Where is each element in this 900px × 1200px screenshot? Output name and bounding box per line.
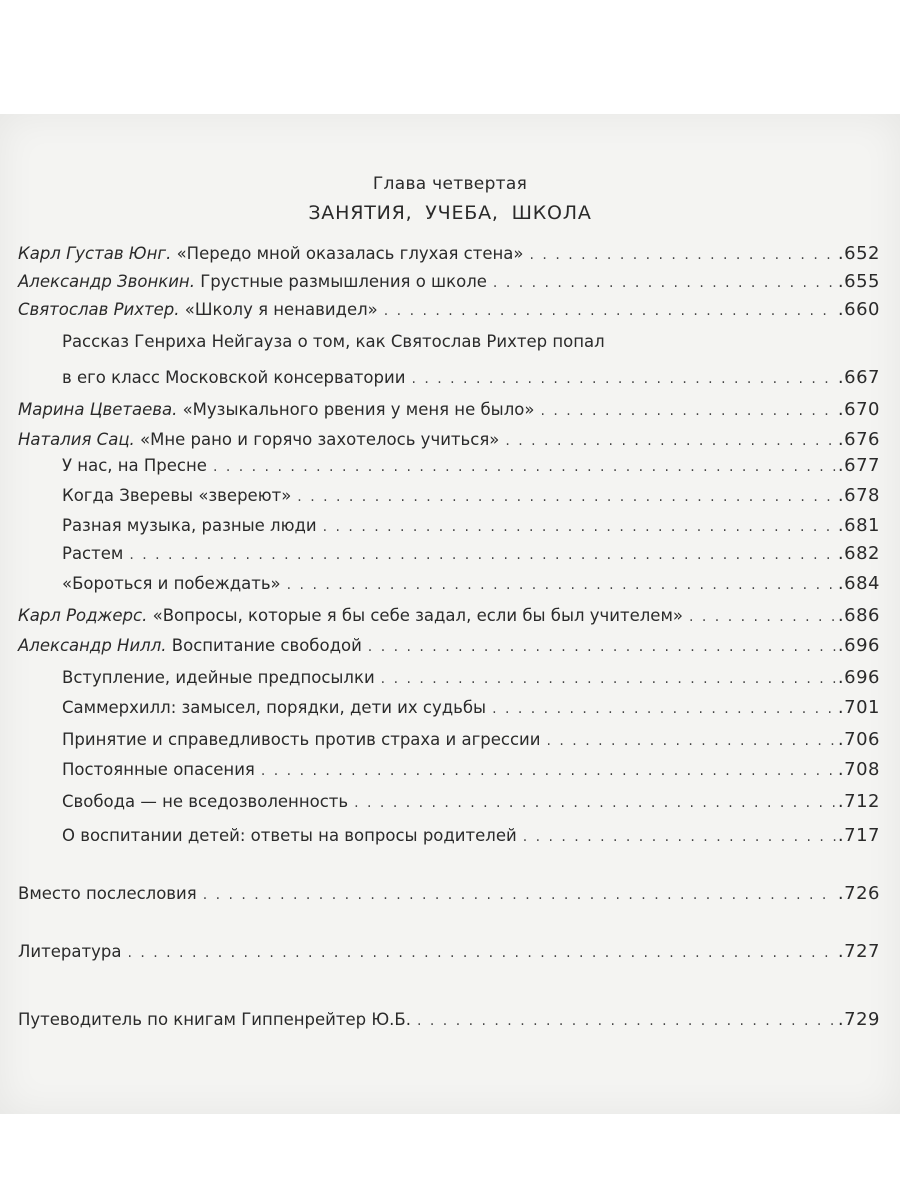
toc-entry-title: «Школу я ненавидел» (179, 300, 378, 319)
toc-entry (18, 300, 880, 321)
dot-leader (492, 699, 836, 719)
toc-entry (62, 574, 880, 595)
toc-entry-page-number: .696 (837, 667, 880, 688)
toc-entry-page-number: .667 (837, 367, 880, 388)
toc-entry (62, 486, 880, 507)
dot-leader (354, 793, 836, 813)
toc-entry-page-number: .701 (837, 697, 880, 718)
toc-entry (18, 942, 880, 963)
toc-entry-title: «Передо мной оказалась глухая стена» (171, 244, 524, 263)
dot-leader (530, 245, 836, 265)
toc-entry (18, 1010, 880, 1031)
dot-leader (381, 669, 836, 689)
toc-entry-author: Марина Цветаева. (18, 400, 178, 419)
dot-leader (540, 401, 835, 421)
dot-leader (323, 517, 836, 537)
dot-leader (127, 943, 835, 963)
toc-entry-page-number: .708 (837, 759, 880, 780)
toc-entry-page-number: .682 (837, 543, 880, 564)
dot-leader (297, 487, 836, 507)
toc-entry-author: Александр Нилл. (18, 636, 167, 655)
toc-entry-title: Вместо послесловия (18, 884, 197, 903)
toc-entry-title: «Вопросы, которые я бы себе задал, если бы был учителем» (147, 606, 683, 625)
toc-entry-page-number: .727 (837, 941, 880, 962)
toc-entry-title: Растем (62, 544, 124, 563)
toc-entry-title: У нас, на Пресне (62, 456, 207, 475)
chapter-title: ЗАНЯТИЯ, УЧЕБА, ШКОЛА (308, 202, 592, 224)
toc-entry (18, 272, 880, 293)
toc-entry (62, 516, 880, 537)
dot-leader (493, 273, 836, 293)
dot-leader (689, 607, 836, 627)
toc-entry-page-number: .677 (837, 455, 880, 476)
toc-entry-title: Саммерхилл: замысел, порядки, дети их судьбы (62, 698, 487, 717)
toc-entry (62, 368, 880, 389)
toc-entry-page-number: .696 (837, 635, 880, 656)
dot-leader (213, 457, 836, 477)
toc-entry-title: Свобода — не вседозволенность (62, 792, 349, 811)
toc-entry (18, 400, 880, 421)
toc-entry-page-number: .712 (837, 791, 880, 812)
toc-entry-author: Наталия Сац. (18, 430, 135, 449)
toc-entry-author: Александр Звонкин. (18, 272, 195, 291)
toc-entry (62, 456, 880, 477)
toc-entry-title: «Музыкального рвения у меня не было» (177, 400, 535, 419)
toc-entry-author: Святослав Рихтер. (18, 300, 180, 319)
toc-entry-page-number: .706 (837, 729, 880, 750)
dot-leader (384, 301, 836, 321)
toc-entry-title: О воспитании детей: ответы на вопросы родителей (62, 826, 517, 845)
toc-entry-page-number: .729 (837, 1009, 880, 1030)
toc-entry-title: Грустные размышления о школе (194, 272, 487, 291)
dot-leader (261, 761, 836, 781)
toc-entry-page-number: .726 (837, 883, 880, 904)
toc-entry-author: Карл Густав Юнг. (18, 244, 172, 263)
toc-entry-title: Когда Зверевы «звереют» (62, 486, 292, 505)
toc-entry (62, 826, 880, 847)
dot-leader (368, 637, 836, 657)
toc-entry-title: Путеводитель по книгам Гиппенрейтер Ю.Б. (18, 1010, 411, 1029)
dot-leader (203, 885, 836, 905)
toc-entry (18, 606, 880, 627)
toc-entry-author: Карл Роджерс. (18, 606, 148, 625)
toc-entry-page-number: .684 (837, 573, 880, 594)
toc-entry (18, 244, 880, 265)
dot-leader (547, 731, 836, 751)
toc-entry-title: «Мне рано и горячо захотелось учиться» (134, 430, 500, 449)
dot-leader (287, 575, 836, 595)
toc-entry-title: Воспитание свободой (166, 636, 362, 655)
toc-entry (62, 760, 880, 781)
toc-entry-page-number: .660 (837, 299, 880, 320)
toc-entry-title: Постоянные опасения (62, 760, 255, 779)
toc-entry-title: Принятие и справедливость против страха и агрессии (62, 730, 541, 749)
dot-leader (523, 827, 836, 847)
toc-entry-title: Литература (18, 942, 122, 961)
toc-entry-page-number: .717 (837, 825, 880, 846)
dot-leader (505, 431, 836, 451)
toc-entry-page-number: .676 (837, 429, 880, 450)
toc-entry-title: «Бороться и побеждать» (62, 574, 281, 593)
toc-entry-page-number: .678 (837, 485, 880, 506)
toc-entry-title-line1: Рассказ Генриха Нейгауза о том, как Святослав Рихтер попал (62, 332, 605, 351)
dot-leader (411, 369, 835, 389)
toc-entry-page-number: .670 (837, 399, 880, 420)
toc-entry-title: Вступление, идейные предпосылки (62, 668, 375, 687)
toc-entry (62, 668, 880, 689)
toc-entry-title: Разная музыка, разные люди (62, 516, 317, 535)
chapter-label: Глава четвертая (372, 174, 528, 194)
toc-entry (18, 884, 880, 905)
toc-entry (18, 430, 880, 451)
dot-leader (129, 545, 836, 565)
toc-entry-title: в его класс Московской консерватории (62, 368, 406, 387)
toc-entry (62, 792, 880, 813)
dot-leader (417, 1011, 836, 1031)
toc-entry (62, 730, 880, 751)
toc-entry (62, 698, 880, 719)
toc-entry (18, 636, 880, 657)
toc-entry-page-number: .686 (837, 605, 880, 626)
toc-entry-page-number: .652 (837, 243, 880, 264)
toc-entry (62, 544, 880, 565)
toc-entry-page-number: .681 (837, 515, 880, 536)
toc-entry-page-number: .655 (837, 271, 880, 292)
